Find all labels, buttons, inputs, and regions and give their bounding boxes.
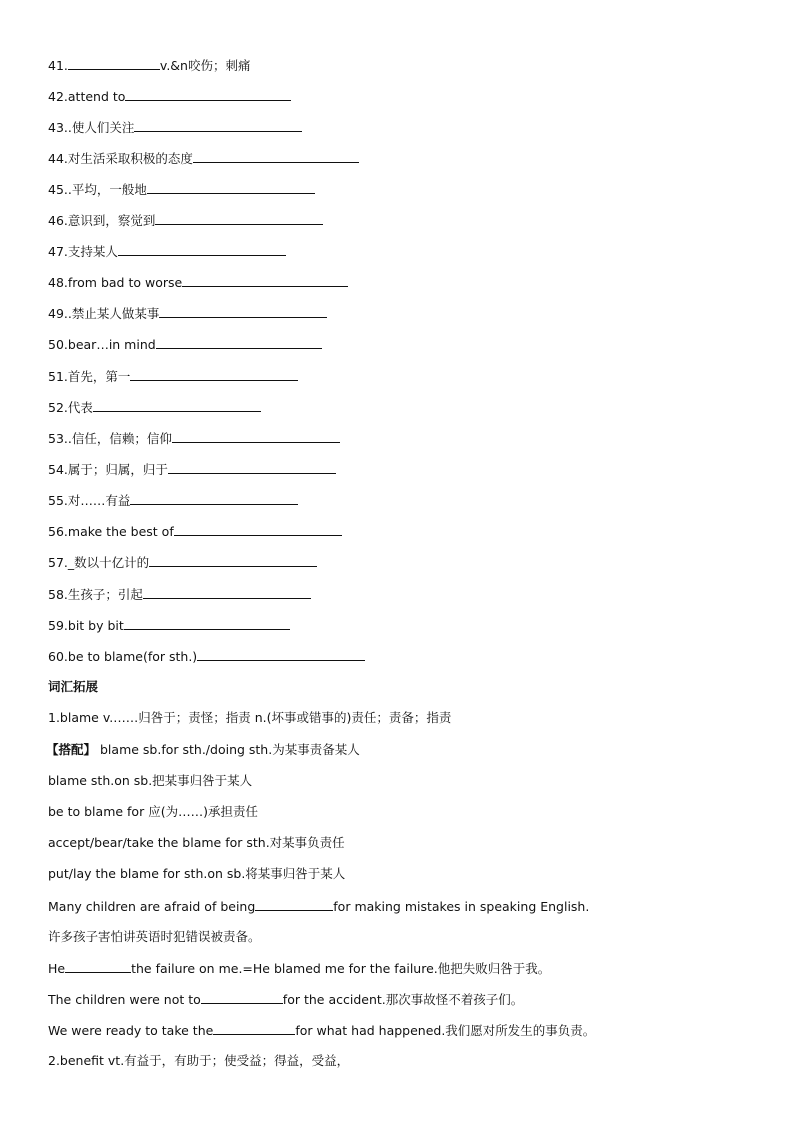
answer-blank[interactable]	[130, 492, 298, 505]
collocation-line-4: accept/bear/take the blame for sth.对某事负责任	[48, 835, 345, 850]
example-text: The children were not to	[48, 992, 201, 1007]
item-number: 55.	[48, 493, 68, 508]
item-prompt: .使人们关注	[67, 120, 135, 135]
vocab-item-43	[48, 119, 302, 136]
item-prompt: _数以十亿计的	[67, 555, 150, 570]
item-number: 47.	[48, 244, 68, 259]
item-definition: v.&n咬伤；刺痛	[159, 58, 251, 73]
vocab-item-52	[48, 399, 261, 416]
vocab-item-42	[48, 88, 291, 105]
answer-blank[interactable]	[201, 991, 283, 1004]
answer-blank[interactable]	[172, 430, 340, 443]
item-number: 45.	[48, 182, 68, 197]
answer-blank[interactable]	[147, 181, 315, 194]
example-text: He	[48, 961, 66, 976]
collocation-line-5: put/lay the blame for sth.on sb.将某事归咎于某人	[48, 866, 346, 881]
vocab-item-59	[48, 617, 290, 634]
answer-blank[interactable]	[155, 212, 323, 225]
item-number: 60.	[48, 649, 68, 664]
item-number: 53.	[48, 431, 68, 446]
answer-blank[interactable]	[182, 274, 348, 287]
item-prompt: 意识到，察觉到	[67, 213, 156, 228]
item-prompt: be to blame(for sth.)	[67, 649, 198, 664]
item-number: 59.	[48, 618, 68, 633]
answer-blank[interactable]	[149, 554, 317, 567]
item-prompt: from bad to worse	[67, 275, 183, 290]
example-translation-1: 许多孩子害怕讲英语时犯错误被责备。	[48, 929, 261, 944]
item-number: 42.	[48, 89, 68, 104]
vocab-item-53	[48, 430, 340, 447]
vocab-item-49	[48, 305, 327, 322]
example-text: the failure on me.=He blamed me for the failure.他把失败归咎于我。	[131, 961, 551, 976]
item-prompt: attend to	[67, 89, 126, 104]
example-sentence-1	[48, 898, 589, 915]
item-number: 43.	[48, 120, 68, 135]
item-number: 49.	[48, 306, 68, 321]
answer-blank[interactable]	[125, 88, 291, 101]
example-sentence-4	[48, 1022, 595, 1039]
vocab-item-50	[48, 336, 322, 353]
answer-blank[interactable]	[143, 586, 311, 599]
answer-blank[interactable]	[197, 648, 365, 661]
vocab-item-55	[48, 492, 298, 509]
benefit-definition: 2.benefit vt.有益于，有助于；使受益；得益，受益，	[48, 1053, 350, 1068]
item-number: 50.	[48, 337, 68, 352]
item-prompt: 对……有益	[67, 493, 131, 508]
vocab-item-45	[48, 181, 315, 198]
vocab-item-46	[48, 212, 323, 229]
answer-blank[interactable]	[168, 461, 336, 474]
item-prompt: 首先，第一	[67, 369, 131, 384]
example-sentence-2	[48, 960, 550, 977]
item-prompt: .信任，信赖；信仰	[67, 431, 172, 446]
example-text: for what had happened.我们愿对所发生的事负责。	[295, 1023, 596, 1038]
answer-blank[interactable]	[68, 57, 160, 70]
answer-blank[interactable]	[124, 617, 290, 630]
item-number: 46.	[48, 213, 68, 228]
vocab-item-56	[48, 523, 342, 540]
vocab-item-47	[48, 243, 286, 260]
item-number: 41.	[48, 58, 68, 73]
item-number: 58.	[48, 587, 68, 602]
answer-blank[interactable]	[174, 523, 342, 536]
blame-definition: 1.blame v.……归咎于；责怪；指责 n.(坏事或错事的)责任；责备；指责	[48, 710, 452, 725]
item-number: 54.	[48, 462, 68, 477]
answer-blank[interactable]	[156, 336, 322, 349]
collocation-text: blame sb.for sth./doing sth.为某事责备某人	[100, 742, 360, 757]
answer-blank[interactable]	[213, 1022, 295, 1035]
item-prompt: make the best of	[67, 524, 174, 539]
item-prompt: 生孩子；引起	[67, 587, 143, 602]
section-title: 词汇拓展	[48, 679, 99, 694]
answer-blank[interactable]	[193, 150, 359, 163]
vocab-item-54	[48, 461, 336, 478]
vocab-item-51	[48, 368, 298, 385]
item-number: 56.	[48, 524, 68, 539]
item-number: 48.	[48, 275, 68, 290]
example-text: for the accident.那次事故怪不着孩子们。	[282, 992, 524, 1007]
example-sentence-3	[48, 991, 523, 1008]
item-prompt: 对生活采取积极的态度	[67, 151, 193, 166]
example-text: Many children are afraid of being	[48, 899, 256, 914]
answer-blank[interactable]	[93, 399, 261, 412]
example-text: We were ready to take the	[48, 1023, 214, 1038]
item-number: 44.	[48, 151, 68, 166]
item-prompt: .禁止某人做某事	[67, 306, 160, 321]
answer-blank[interactable]	[118, 243, 286, 256]
vocab-item-41	[48, 57, 250, 74]
collocation-line-1	[46, 742, 360, 758]
vocab-item-60	[48, 648, 365, 665]
item-number: 52.	[48, 400, 68, 415]
item-prompt: 代表	[67, 400, 93, 415]
item-prompt: bear…in mind	[67, 337, 156, 352]
answer-blank[interactable]	[159, 305, 327, 318]
answer-blank[interactable]	[130, 368, 298, 381]
collocation-line-2: blame sth.on sb.把某事归咎于某人	[48, 773, 253, 788]
item-prompt: bit by bit	[67, 618, 124, 633]
item-prompt: 支持某人	[67, 244, 118, 259]
example-text: for making mistakes in speaking English.	[333, 899, 590, 914]
vocab-item-48	[48, 274, 348, 291]
item-number: 51.	[48, 369, 68, 384]
answer-blank[interactable]	[65, 960, 131, 973]
vocab-item-44	[48, 150, 359, 167]
answer-blank[interactable]	[134, 119, 302, 132]
item-prompt: .平均，一般地	[67, 182, 147, 197]
item-prompt: 属于；归属，归于	[67, 462, 168, 477]
collocation-label: 【搭配】	[46, 742, 97, 757]
vocab-item-57	[48, 554, 317, 571]
item-number: 57.	[48, 555, 68, 570]
answer-blank[interactable]	[255, 898, 333, 911]
collocation-line-3: be to blame for 应(为……)承担责任	[48, 804, 258, 819]
vocab-item-58	[48, 586, 311, 603]
